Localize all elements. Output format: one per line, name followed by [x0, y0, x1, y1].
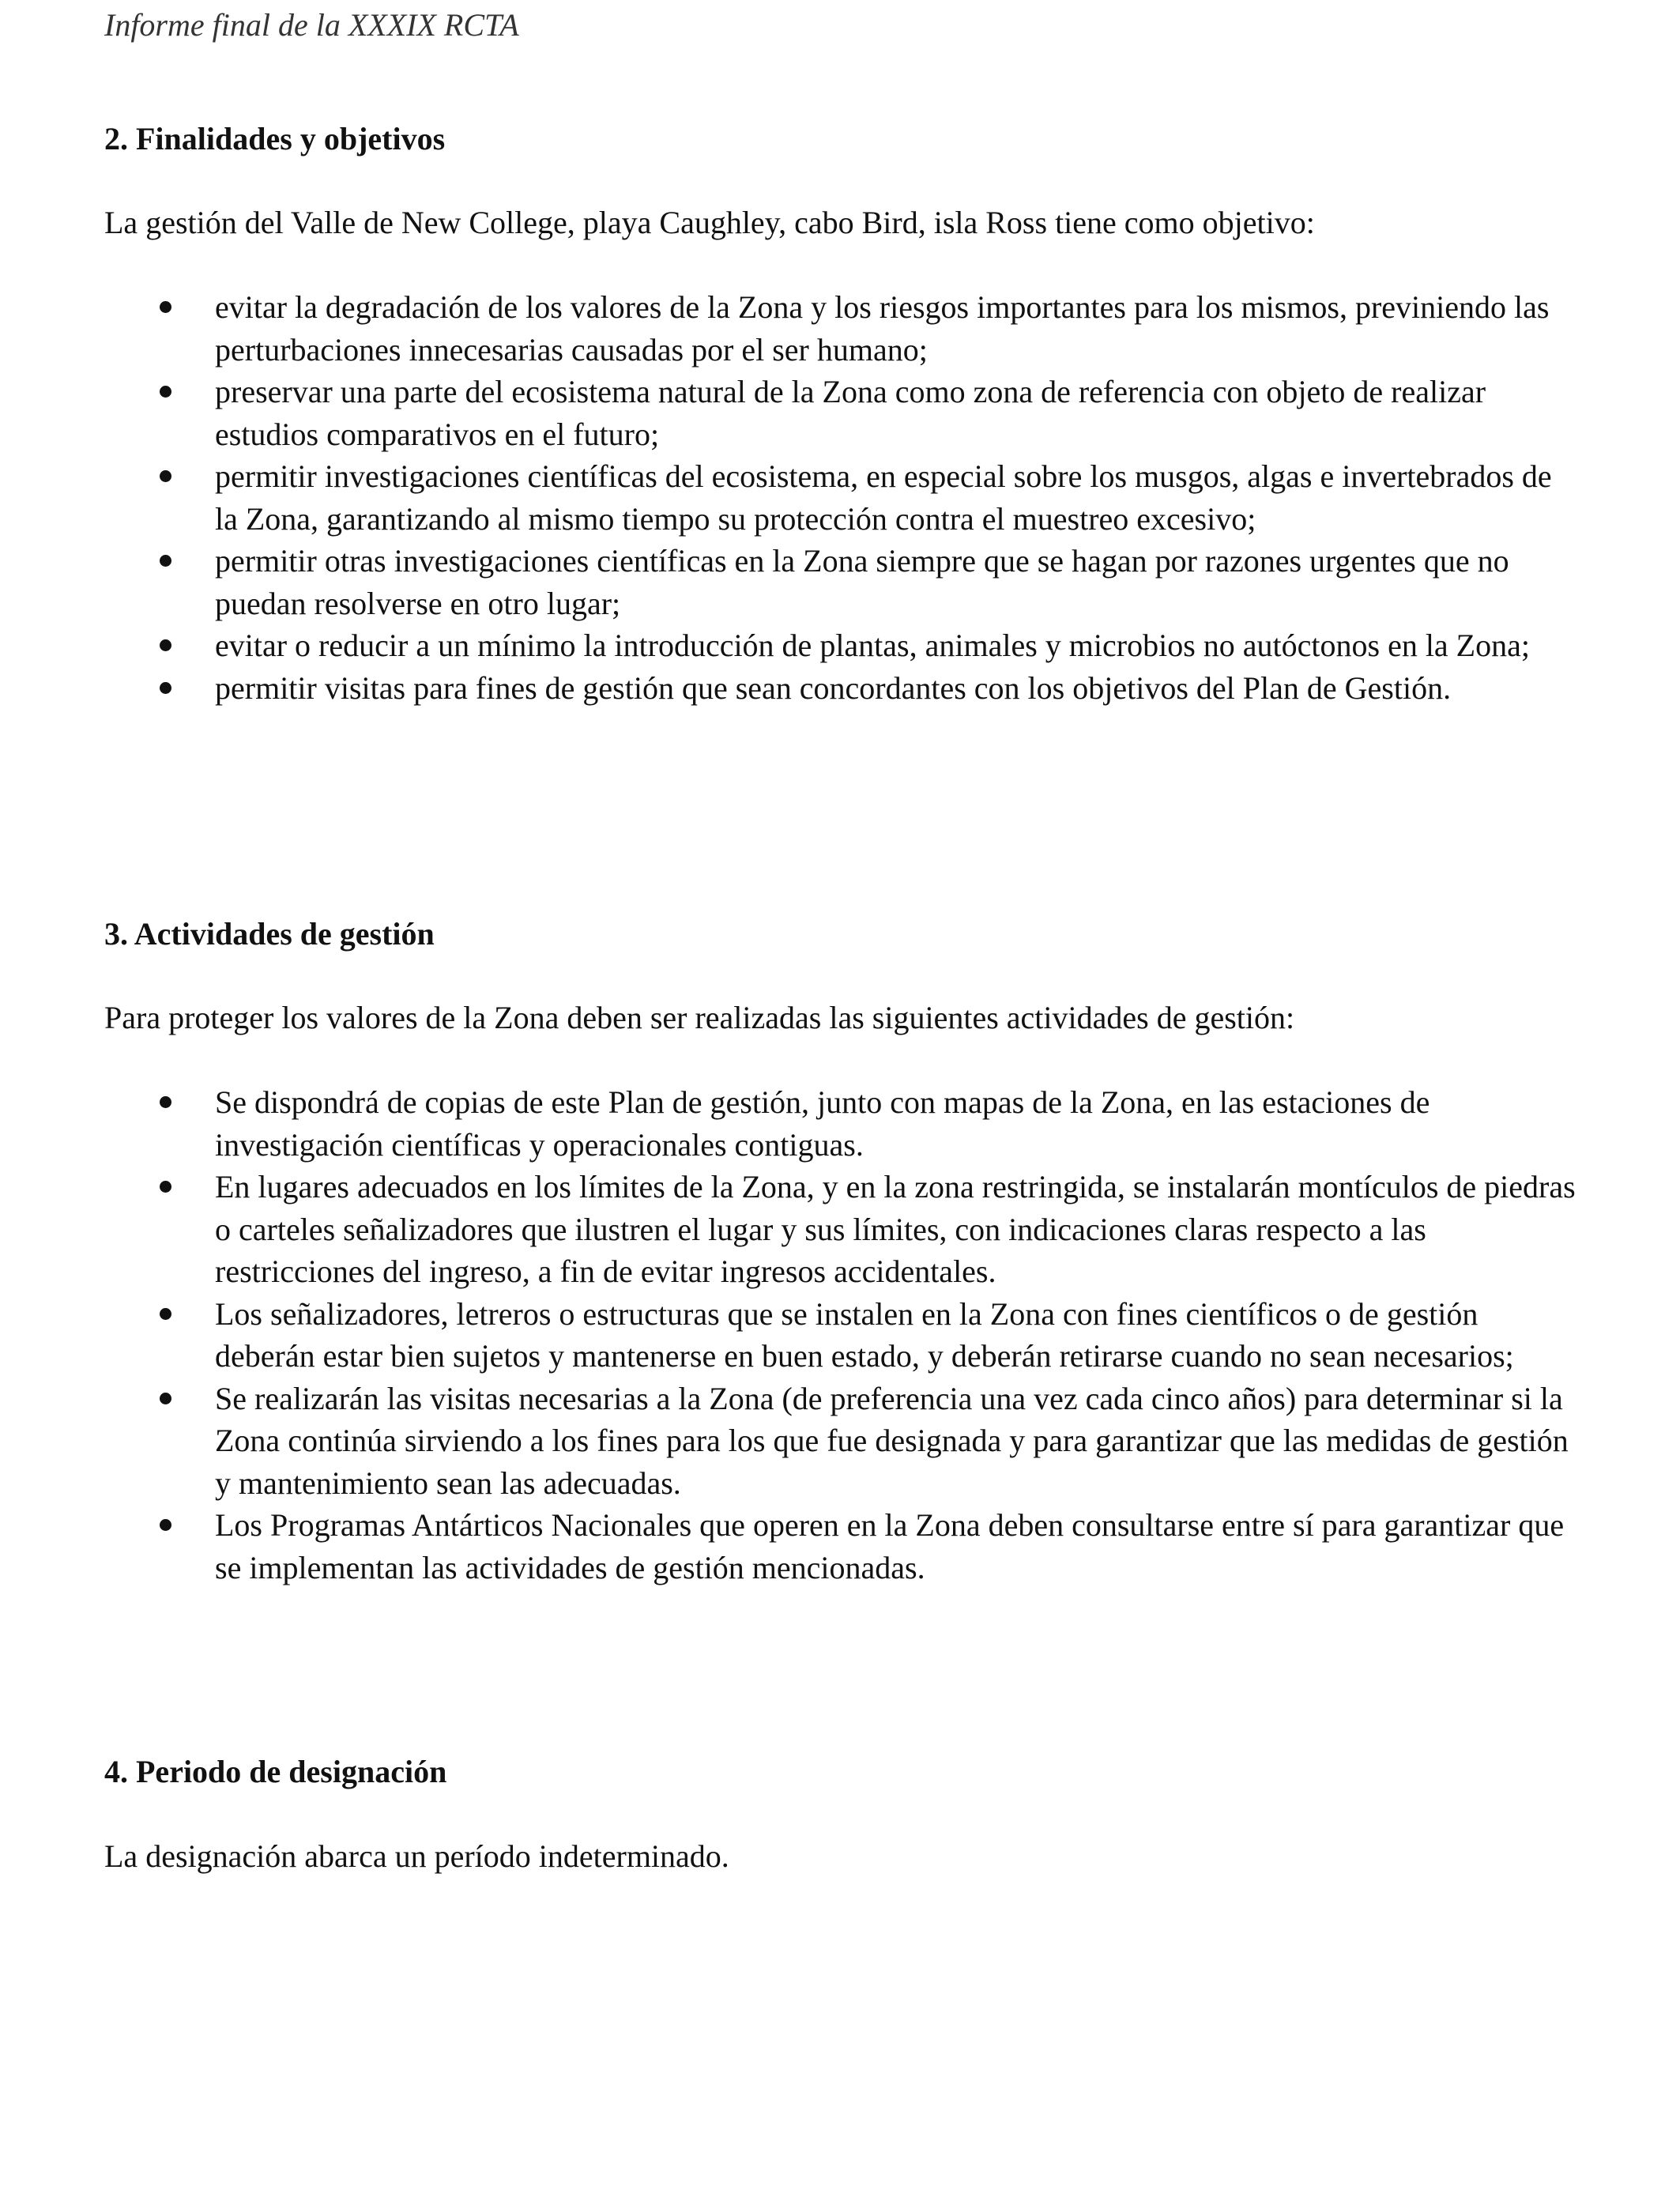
list-item: evitar o reducir a un mínimo la introducción de plantas, animales y microbios no autóctonos en la Zona; — [104, 624, 1582, 667]
list-item: Los Programas Antárticos Nacionales que operen en la Zona deben consultarse entre sí para garantizar que se implementan las actividades de gestión mencionadas. — [104, 1504, 1582, 1589]
list-item: Los señalizadores, letreros o estructuras que se instalen en la Zona con fines científicos o de gestión deberán estar bien sujetos y mantenerse en buen estado, y deberán retirarse cuando no sean necesarios; — [104, 1293, 1582, 1378]
bullet-icon — [160, 1308, 171, 1320]
running-header: Informe final de la XXXIX RCTA — [104, 7, 519, 43]
bullet-icon — [160, 1519, 171, 1531]
list-item: evitar la degradación de los valores de la Zona y los riesgos importantes para los mismos, previniendo las perturbaciones innecesarias causadas por el ser humano; — [104, 286, 1582, 371]
list-item: Se realizarán las visitas necesarias a la Zona (de preferencia una vez cada cinco años) para determinar si la Zona continúa sirviendo a los fines para los que fue designada y para garantizar que las medidas de gestión y mantenimiento sean las adecuadas. — [104, 1378, 1582, 1505]
bullet-icon — [160, 682, 171, 694]
section-2-objectives-list — [104, 286, 1582, 709]
list-item: Se dispondrá de copias de este Plan de gestión, junto con mapas de la Zona, en las estaciones de investigación científicas y operacionales contiguas. — [104, 1081, 1582, 1166]
bullet-icon — [160, 470, 171, 482]
section-3-heading: 3. Actividades de gestión — [104, 916, 435, 952]
section-4-text: La designación abarca un período indeterminado. — [104, 1838, 729, 1874]
list-item: permitir investigaciones científicas del ecosistema, en especial sobre los musgos, algas e invertebrados de la Zona, garantizando al mismo tiempo su protección contra el muestreo excesivo; — [104, 455, 1582, 540]
bullet-icon — [160, 1393, 171, 1404]
bullet-icon — [160, 1096, 171, 1108]
bullet-icon — [160, 555, 171, 567]
section-4-heading: 4. Periodo de designación — [104, 1754, 447, 1789]
list-item: preservar una parte del ecosistema natural de la Zona como zona de referencia con objeto de realizar estudios comparativos en el futuro; — [104, 371, 1582, 455]
section-2-heading: 2. Finalidades y objetivos — [104, 121, 446, 156]
list-item: permitir otras investigaciones científicas en la Zona siempre que se hagan por razones urgentes que no puedan resolverse en otro lugar; — [104, 540, 1582, 624]
bullet-icon — [160, 386, 171, 398]
section-3-intro: Para proteger los valores de la Zona deben ser realizadas las siguientes actividades de gestión: — [104, 1000, 1295, 1035]
list-item: En lugares adecuados en los límites de la Zona, y en la zona restringida, se instalarán montículos de piedras o carteles señalizadores que ilustren el lugar y sus límites, con indicaciones claras respecto a las restricciones del ingreso, a fin de evitar ingresos accidentales. — [104, 1166, 1582, 1293]
bullet-icon — [160, 639, 171, 651]
section-3-activities-list — [104, 1081, 1582, 1589]
list-item: permitir visitas para fines de gestión que sean concordantes con los objetivos del Plan de Gestión. — [104, 667, 1582, 710]
bullet-icon — [160, 301, 171, 313]
bullet-icon — [160, 1181, 171, 1193]
section-2-intro: La gestión del Valle de New College, playa Caughley, cabo Bird, isla Ross tiene como objetivo: — [104, 205, 1315, 240]
